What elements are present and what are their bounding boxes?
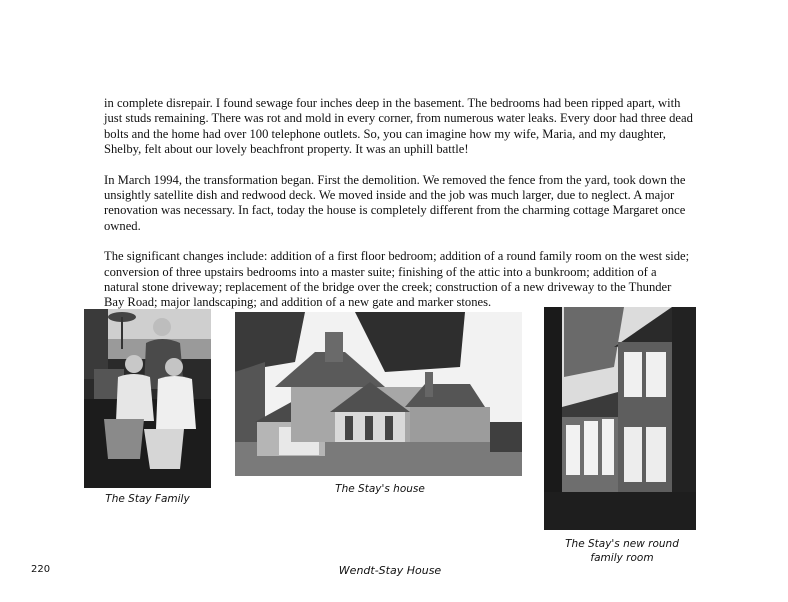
body-text [104, 96, 694, 326]
paragraph-2: In March 1994, the transformation began. First the demolition. We removed the fence from the yard, took down the unsightly satellite dish and redwood deck. We moved inside and the job was much larger, due to neglect. A major renovation was necessary. In fact, today the house is completely different from the charming cottage Margaret once owned. [104, 172, 686, 233]
family-room-photo [544, 307, 696, 530]
family-photo [84, 309, 211, 488]
family-caption: The Stay Family [105, 493, 190, 505]
paragraph-3: The significant changes include: addition of a first floor bedroom; addition of a round family room on the west side; conversion of three upstairs bedrooms into a master suite; finishing of the attic into a bunkroom; addition of a natural stone driveway; replacement of the bridge over the creek; construction of a new driveway to the Thunder Bay Road; major landscaping; and addition of a new gate and marker stones. [104, 249, 690, 310]
house-caption: The Stay's house [335, 483, 425, 495]
paragraph-1: in complete disrepair. I found sewage four inches deep in the basement. The bedrooms had been ripped apart, with just studs remaining. There was rot and mold in every corner, from numerous water leaks. Every door had three dead bolts and the home had over 100 telephone outlets. So, you can imagine how my wife, Maria, and my daughter, Shelby, felt about our lovely beachfront property. It was an uphill battle! [104, 96, 693, 157]
house-photo [235, 312, 522, 476]
family-room-caption: The Stay's new round family room [565, 538, 679, 564]
family-photo-image [84, 309, 211, 488]
page-footer-title: Wendt-Stay House [338, 564, 442, 577]
house-photo-image [235, 312, 522, 476]
family-room-photo-image [544, 307, 696, 530]
page-number: 220 [31, 564, 51, 575]
